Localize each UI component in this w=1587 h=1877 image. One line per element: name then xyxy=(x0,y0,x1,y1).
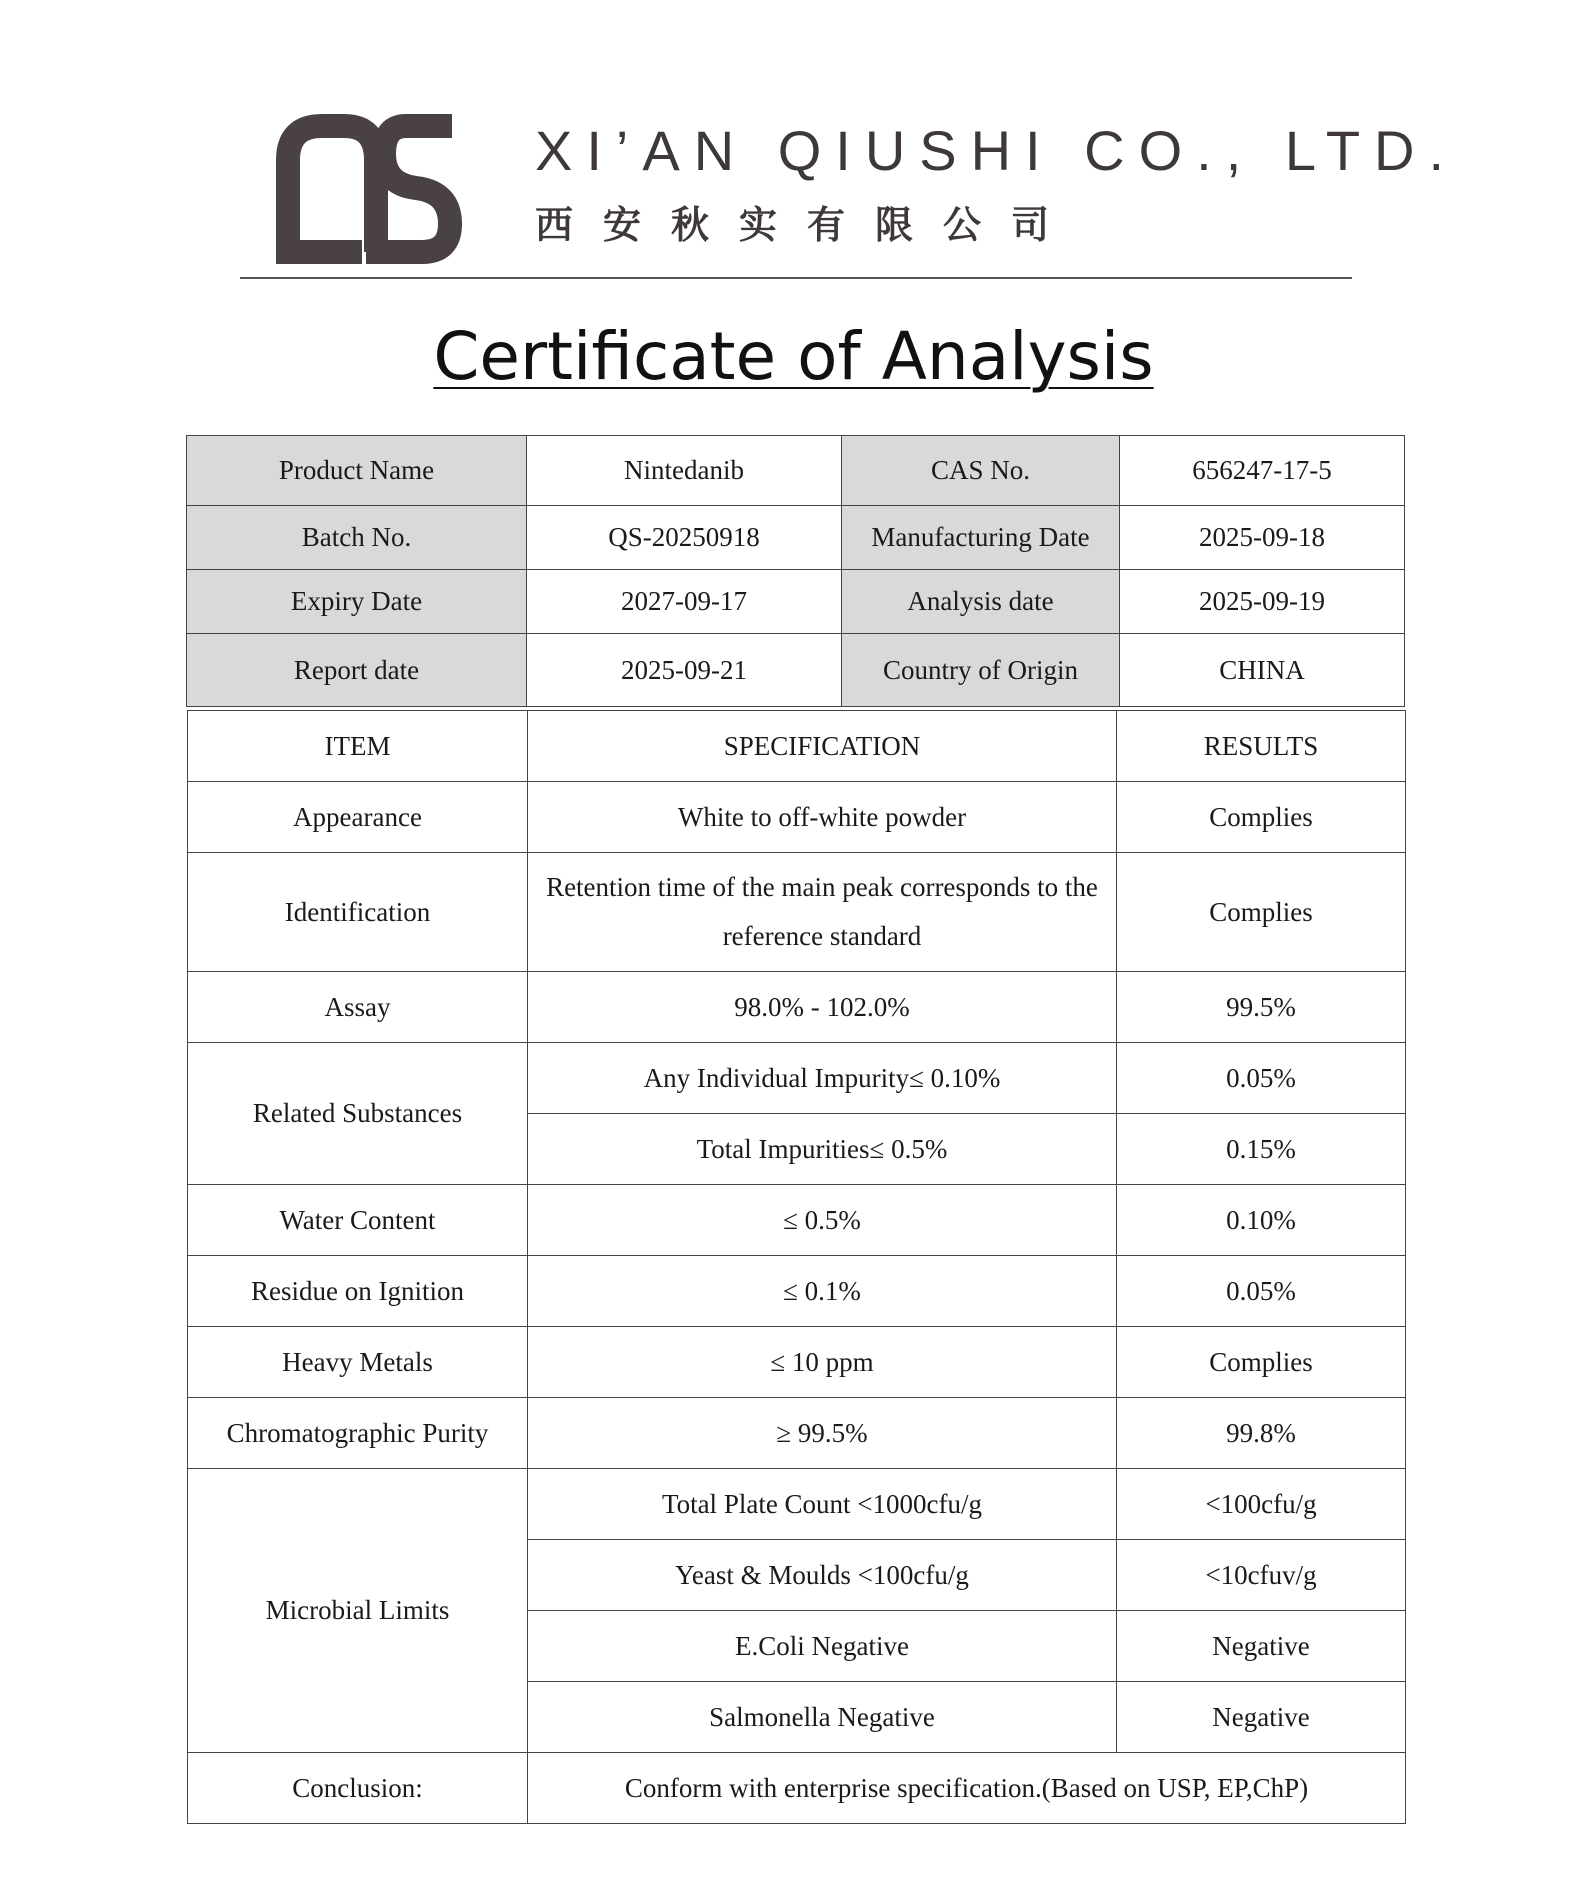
item-name: Chromatographic Purity xyxy=(188,1398,528,1469)
spec-row xyxy=(188,1043,1406,1114)
spec-value: ≤ 0.5% xyxy=(528,1185,1117,1256)
item-name: Microbial Limits xyxy=(188,1469,528,1753)
item-name: Identification xyxy=(188,853,528,972)
company-logo xyxy=(266,104,462,280)
item-name: Assay xyxy=(188,972,528,1043)
spec-value: Any Individual Impurity≤ 0.10% xyxy=(528,1043,1117,1114)
info-row xyxy=(187,634,1405,707)
info-value: CHINA xyxy=(1120,634,1405,707)
result-value: 99.5% xyxy=(1117,972,1406,1043)
company-name-cn: 西安秋实有限公司 xyxy=(535,203,1080,247)
result-value: Negative xyxy=(1117,1682,1406,1753)
info-label: Analysis date xyxy=(842,570,1120,634)
info-value: 2027-09-17 xyxy=(527,570,842,634)
spec-value: Total Impurities≤ 0.5% xyxy=(528,1114,1117,1185)
spec-value: Total Plate Count <1000cfu/g xyxy=(528,1469,1117,1540)
info-row xyxy=(187,436,1405,506)
conclusion-label: Conclusion: xyxy=(188,1753,528,1824)
result-value: 0.10% xyxy=(1117,1185,1406,1256)
info-label: Manufacturing Date xyxy=(842,506,1120,570)
company-name-en: XI’AN QIUSHI CO., LTD. xyxy=(535,119,1459,182)
spec-value: Salmonella Negative xyxy=(528,1682,1117,1753)
spec-row xyxy=(188,1185,1406,1256)
info-row xyxy=(187,570,1405,634)
result-value: 0.05% xyxy=(1117,1043,1406,1114)
header-results: RESULTS xyxy=(1117,711,1406,782)
letterhead xyxy=(240,100,1459,280)
spec-header-row xyxy=(188,711,1406,782)
spec-row xyxy=(188,853,1406,972)
item-name: Residue on Ignition xyxy=(188,1256,528,1327)
result-value: Negative xyxy=(1117,1611,1406,1682)
product-info-table xyxy=(186,435,1405,707)
spec-value: ≤ 0.1% xyxy=(528,1256,1117,1327)
info-value: QS-20250918 xyxy=(527,506,842,570)
header-specification: SPECIFICATION xyxy=(528,711,1117,782)
spec-value: ≥ 99.5% xyxy=(528,1398,1117,1469)
info-label: Batch No. xyxy=(187,506,527,570)
spec-value: ≤ 10 ppm xyxy=(528,1327,1117,1398)
item-name: Related Substances xyxy=(188,1043,528,1185)
spec-value: White to off-white powder xyxy=(528,782,1117,853)
result-value: <100cfu/g xyxy=(1117,1469,1406,1540)
spec-row xyxy=(188,1256,1406,1327)
conclusion-row xyxy=(188,1753,1406,1824)
specification-table xyxy=(187,710,1406,1824)
info-value: 2025-09-19 xyxy=(1120,570,1405,634)
result-value: Complies xyxy=(1117,853,1406,972)
spec-value: 98.0% - 102.0% xyxy=(528,972,1117,1043)
result-value: <10cfuv/g xyxy=(1117,1540,1406,1611)
header-divider xyxy=(240,277,1352,279)
item-name: Water Content xyxy=(188,1185,528,1256)
spec-row xyxy=(188,1469,1406,1540)
result-value: 0.15% xyxy=(1117,1114,1406,1185)
info-value: 2025-09-18 xyxy=(1120,506,1405,570)
result-value: 0.05% xyxy=(1117,1256,1406,1327)
spec-row xyxy=(188,1398,1406,1469)
spec-row xyxy=(188,972,1406,1043)
info-label: Report date xyxy=(187,634,527,707)
info-label: Country of Origin xyxy=(842,634,1120,707)
info-label: CAS No. xyxy=(842,436,1120,506)
spec-value: E.Coli Negative xyxy=(528,1611,1117,1682)
info-value: 2025-09-21 xyxy=(527,634,842,707)
info-label: Product Name xyxy=(187,436,527,506)
info-row xyxy=(187,506,1405,570)
document-title-text: Certificate of Analysis xyxy=(433,318,1154,395)
info-value: 656247-17-5 xyxy=(1120,436,1405,506)
document-title xyxy=(0,318,1587,395)
result-value: Complies xyxy=(1117,1327,1406,1398)
info-value: Nintedanib xyxy=(527,436,842,506)
spec-value: Retention time of the main peak corresponds to the reference standard xyxy=(528,853,1117,972)
spec-row xyxy=(188,1327,1406,1398)
conclusion-text: Conform with enterprise specification.(Based on USP, EP,ChP) xyxy=(528,1753,1406,1824)
spec-value: Yeast & Moulds <100cfu/g xyxy=(528,1540,1117,1611)
header-item: ITEM xyxy=(188,711,528,782)
item-name: Appearance xyxy=(188,782,528,853)
result-value: Complies xyxy=(1117,782,1406,853)
item-name: Heavy Metals xyxy=(188,1327,528,1398)
spec-row xyxy=(188,782,1406,853)
result-value: 99.8% xyxy=(1117,1398,1406,1469)
info-label: Expiry Date xyxy=(187,570,527,634)
